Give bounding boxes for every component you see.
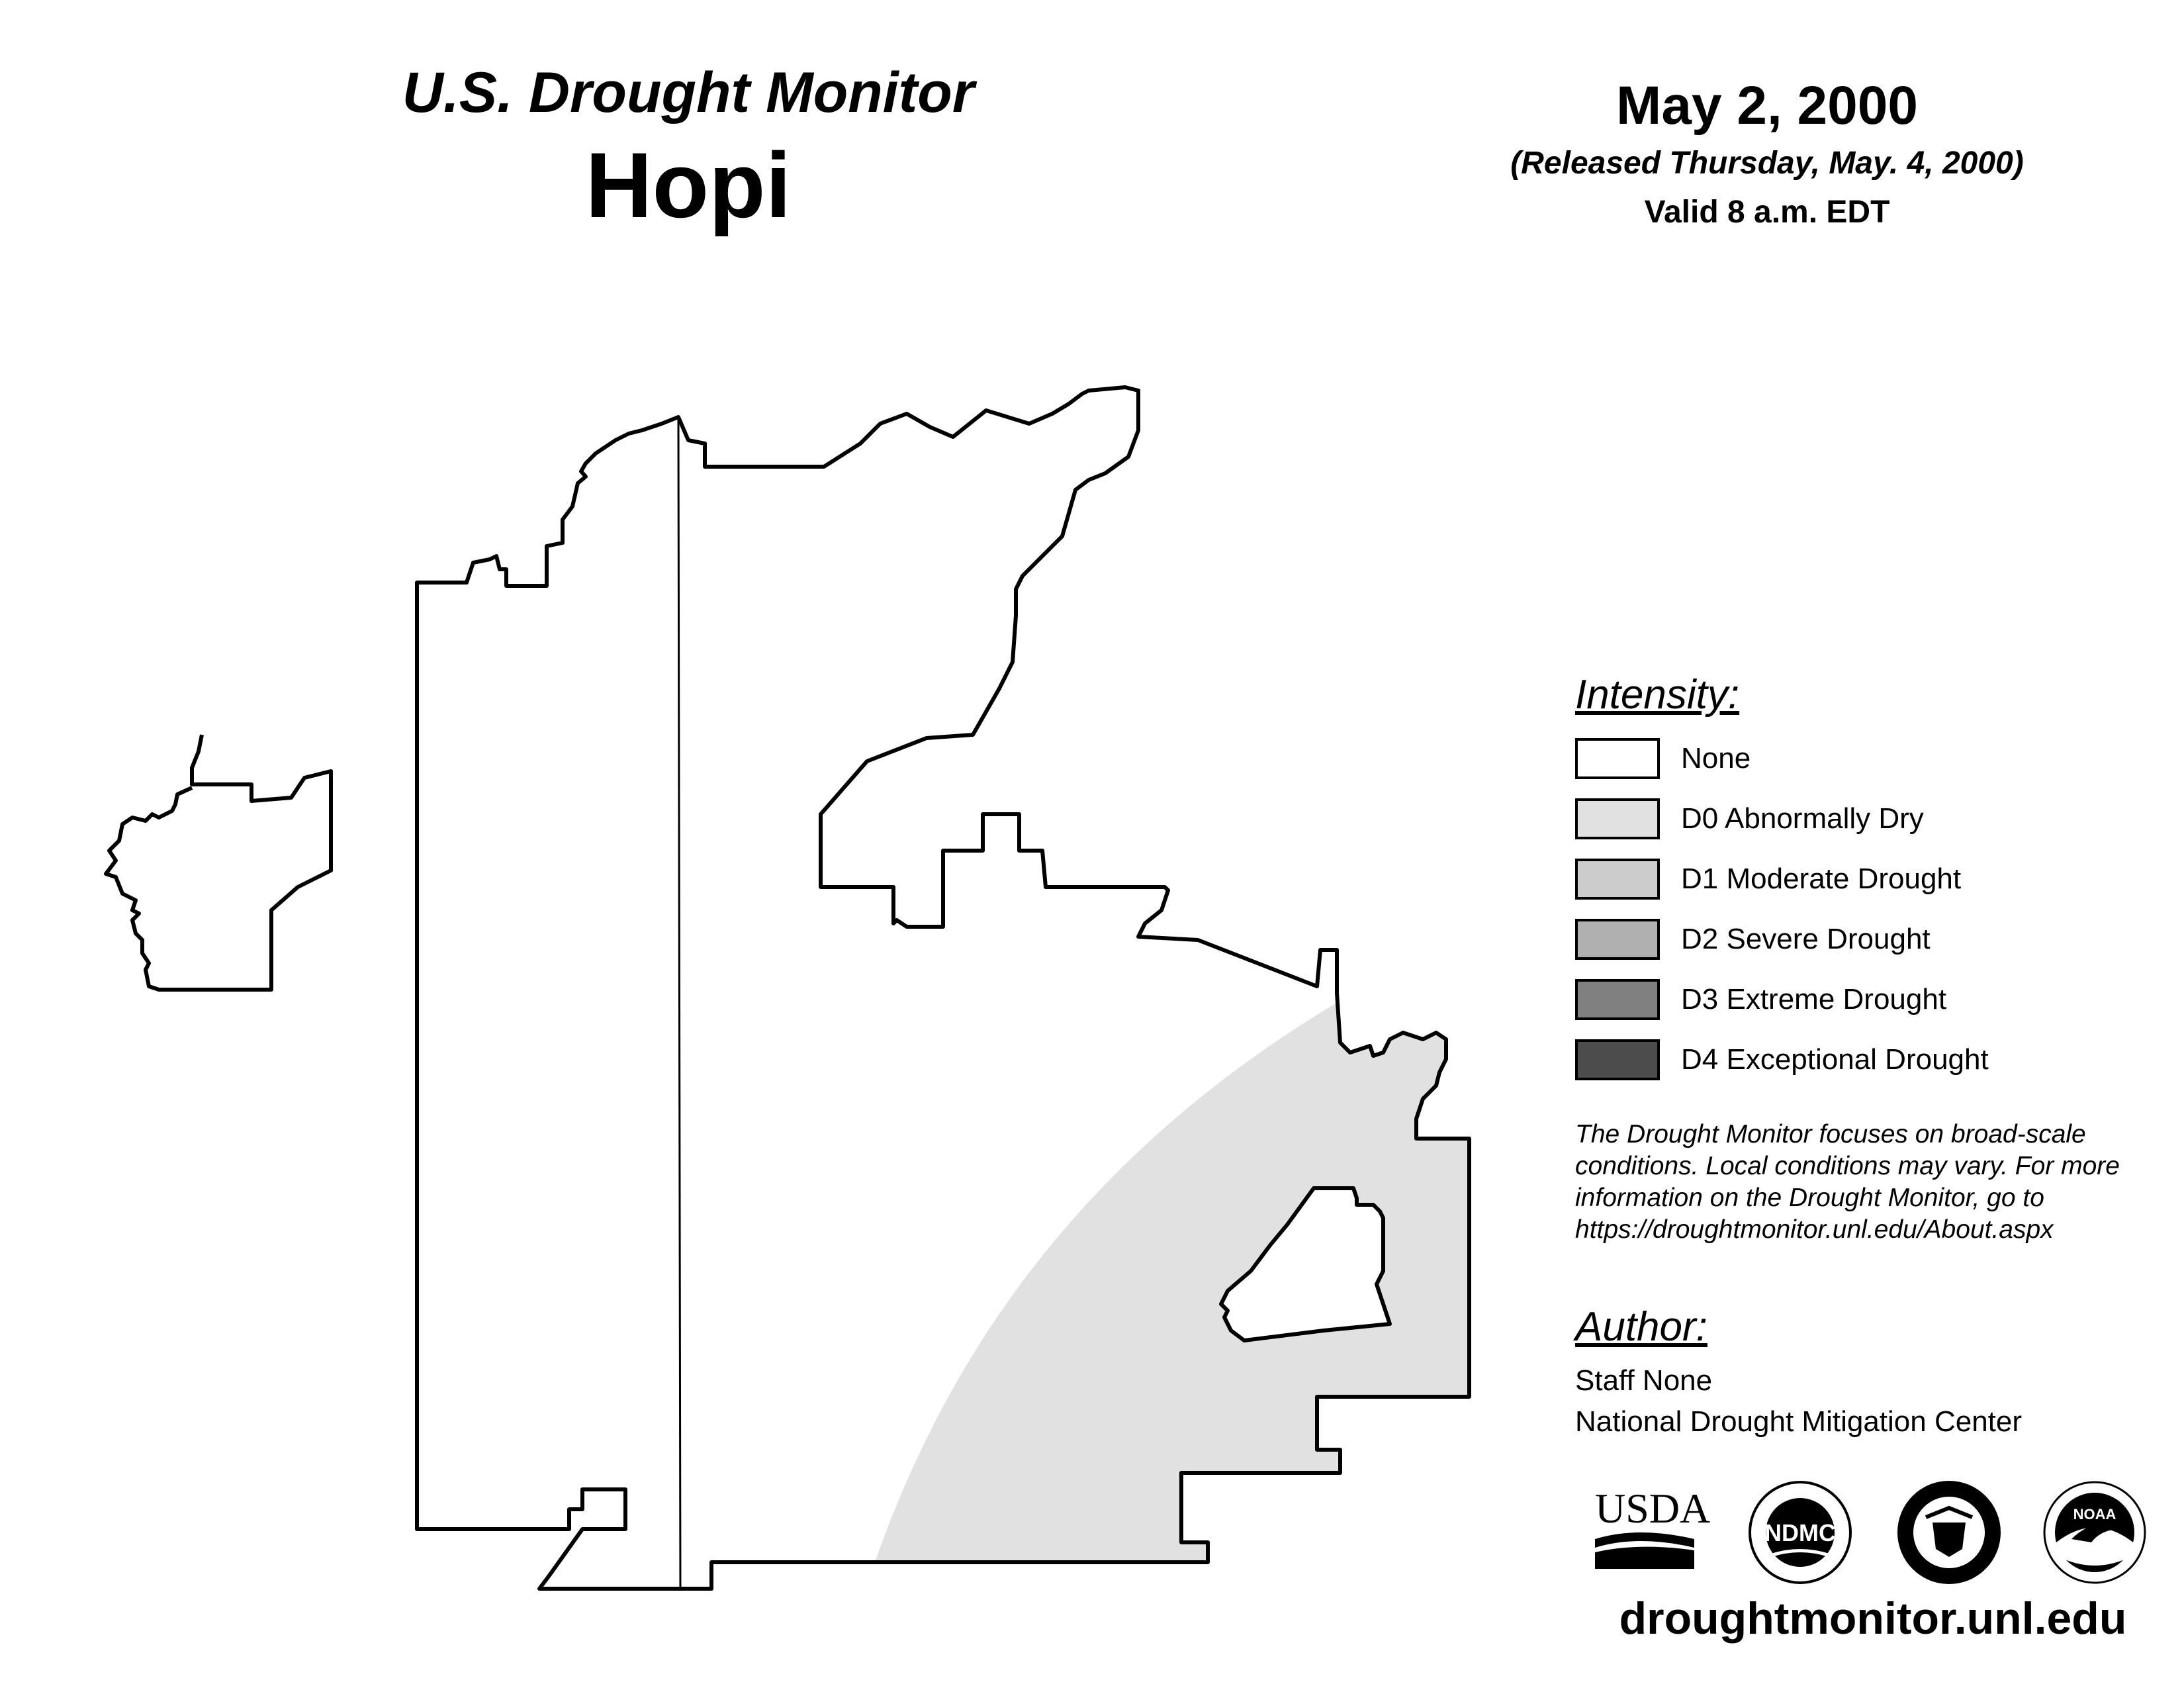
legend-item-d1 [1575, 849, 2171, 909]
partner-logos [1582, 1476, 2177, 1595]
legend-item-d3 [1575, 969, 2171, 1029]
author-block [1575, 1301, 2171, 1442]
legend [1575, 669, 2171, 1090]
legend-swatch-d4 [1575, 1039, 1660, 1080]
map-date: May 2, 2000 [1616, 75, 1918, 136]
legend-label-d4: D4 Exceptional Drought [1681, 1043, 1989, 1076]
legend-label-d2: D2 Severe Drought [1681, 922, 1931, 955]
legend-label-d3: D3 Extreme Drought [1681, 982, 1947, 1015]
legend-label-d1: D1 Moderate Drought [1681, 862, 1962, 895]
valid-time: Valid 8 a.m. EDT [1644, 195, 1890, 230]
legend-item-none [1575, 728, 2171, 788]
commerce-seal-logo [1897, 1481, 2001, 1584]
legend-swatch-d3 [1575, 979, 1660, 1020]
legend-title: Intensity: [1575, 672, 1740, 718]
disclaimer-link[interactable]: https://droughtmonitor.unl.edu/About.aspx [1575, 1215, 2054, 1244]
legend-item-d0 [1575, 788, 2171, 849]
disclaimer-line: information on the Drought Monitor, go to [1575, 1184, 2044, 1212]
noaa-logo [2044, 1482, 2145, 1583]
western-parcel-boundary [106, 735, 331, 990]
legend-item-d4 [1575, 1029, 2171, 1090]
usda-logo [1595, 1485, 1710, 1569]
author-organization: National Drought Mitigation Center [1575, 1405, 2023, 1438]
release-date: (Released Thursday, May. 4, 2000) [1510, 146, 2024, 181]
site-url-link[interactable]: droughtmonitor.unl.edu [1619, 1593, 2127, 1644]
svg-text:USDA: USDA [1595, 1485, 1711, 1532]
legend-swatch-d0 [1575, 798, 1660, 839]
svg-text:NDMC: NDMC [1764, 1519, 1836, 1546]
legend-swatch-none [1575, 738, 1660, 779]
region-title: Hopi [585, 133, 792, 237]
disclaimer-line: conditions. Local conditions may vary. For more [1575, 1152, 2120, 1180]
legend-item-d2 [1575, 909, 2171, 969]
legend-swatch-d1 [1575, 859, 1660, 900]
inner-boundary-line [678, 417, 680, 1589]
svg-text:NOAA: NOAA [2073, 1506, 2116, 1523]
disclaimer-line: The Drought Monitor focuses on broad-scale [1575, 1120, 2086, 1149]
author-title: Author: [1575, 1304, 1707, 1350]
legend-label-none: None [1681, 741, 1751, 774]
disclaimer [1575, 1119, 2171, 1246]
drought-area-d0 [870, 980, 1522, 1602]
ndmc-logo [1750, 1482, 1850, 1583]
legend-swatch-d2 [1575, 919, 1660, 960]
legend-label-d0: D0 Abnormally Dry [1681, 802, 1924, 835]
author-name: Staff None [1575, 1364, 1713, 1397]
product-title: U.S. Drought Monitor [402, 61, 975, 124]
